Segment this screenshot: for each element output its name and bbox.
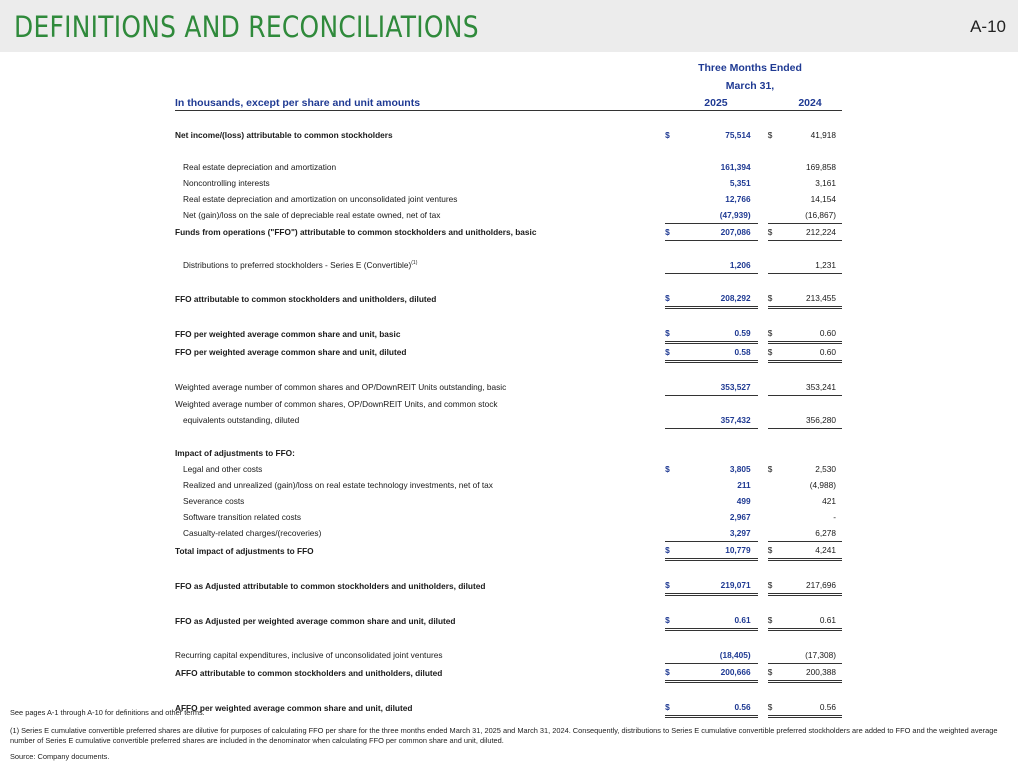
row-label: Funds from operations ("FFO") attributable to common stockholders and unitholders, basic (175, 227, 537, 237)
row-label: Net (gain)/loss on the sale of depreciable real estate owned, net of tax (183, 210, 441, 221)
value-2025: 200,666 (681, 664, 757, 682)
value-2025: 0.56 (681, 699, 757, 717)
page-number: A-10 (970, 17, 1006, 36)
row-net-gain (175, 207, 842, 224)
row-wavg-basic (175, 379, 842, 396)
value-2024: 3,161 (815, 178, 836, 188)
value-2024: 0.61 (784, 612, 842, 630)
value-2024: 169,858 (806, 162, 836, 172)
value-2024: 217,696 (784, 577, 842, 595)
row-re-depreciation-jv (175, 191, 842, 207)
value-2024: (4,988) (809, 480, 836, 490)
value-2025: 499 (736, 496, 751, 506)
row-legal (175, 461, 842, 477)
col-2024: 2024 (784, 95, 842, 111)
value-2024: 0.56 (784, 699, 842, 717)
value-2025: (18,405) (681, 647, 757, 664)
currency-sign: $ (665, 130, 670, 140)
row-total-impact (175, 542, 842, 560)
source-note: Source: Company documents. (10, 752, 110, 761)
currency-sign: $ (665, 542, 681, 560)
row-recurring-capex (175, 647, 842, 664)
currency-sign: $ (665, 343, 681, 362)
section-heading: Impact of adjustments to FFO: (175, 448, 295, 458)
currency-sign: $ (768, 343, 784, 362)
currency-sign: $ (768, 699, 784, 717)
value-2024: 421 (822, 496, 836, 506)
currency-sign: $ (768, 612, 784, 630)
value-2025: 0.58 (681, 343, 757, 362)
row-label: Net income/(loss) attributable to common stockholders (175, 130, 393, 140)
currency-sign: $ (767, 130, 773, 140)
page-title: DEFINITIONS AND RECONCILIATIONS (14, 10, 479, 44)
row-label: Casualty-related charges/(recoveries) (183, 528, 322, 539)
value-2024: 356,280 (784, 412, 842, 429)
row-ffo-per-share-diluted (175, 343, 842, 362)
value-2025: 5,351 (729, 178, 751, 188)
row-label: Distributions to preferred stockholders - Series E (Convertible) (183, 260, 412, 271)
currency-sign: $ (767, 464, 773, 474)
row-label: Recurring capital expenditures, inclusive of unconsolidated joint ventures (175, 650, 443, 661)
value-2025: 10,779 (681, 542, 757, 560)
row-ffo-diluted (175, 290, 842, 308)
value-2024: 6,278 (784, 525, 842, 542)
value-2025: 75,514 (725, 130, 751, 140)
currency-sign: $ (768, 664, 784, 682)
value-2025: 0.59 (681, 325, 757, 343)
value-2025: 161,394 (720, 162, 751, 172)
value-2025: 219,071 (681, 577, 757, 595)
row-software (175, 509, 842, 525)
value-2025: 357,432 (681, 412, 757, 429)
value-2025: 353,527 (681, 379, 757, 396)
currency-sign: $ (768, 325, 784, 343)
value-2025: 1,206 (681, 257, 757, 274)
value-2025: 208,292 (681, 290, 757, 308)
value-2024: - (833, 512, 836, 522)
value-2024: (16,867) (784, 207, 842, 224)
row-ffo-as-adjusted-per-share (175, 612, 842, 630)
row-label: Severance costs (183, 496, 245, 506)
row-label: FFO attributable to common stockholders and unitholders, diluted (175, 293, 437, 304)
value-2024: 200,388 (784, 664, 842, 682)
value-2025: 12,766 (725, 194, 751, 204)
value-2024: 0.60 (784, 325, 842, 343)
row-re-depreciation (175, 159, 842, 175)
value-2024: 212,224 (784, 224, 842, 241)
row-distributions-preferred (175, 257, 842, 274)
row-label: Real estate depreciation and amortization (183, 162, 337, 172)
row-label: FFO per weighted average common share and unit, basic (175, 328, 401, 339)
value-2024: 4,241 (784, 542, 842, 560)
value-2025: 207,086 (681, 224, 757, 241)
row-label: Noncontrolling interests (183, 178, 270, 188)
row-ffo-basic (175, 224, 842, 241)
value-2025: 3,805 (729, 464, 751, 474)
row-label: FFO as Adjusted attributable to common stockholders and unitholders, diluted (175, 580, 486, 591)
row-label: FFO per weighted average common share and unit, diluted (175, 347, 407, 357)
currency-sign: $ (768, 224, 784, 241)
value-2024: 14,154 (810, 194, 836, 204)
header-bar (0, 0, 1018, 52)
row-label: Weighted average number of common shares and OP/DownREIT Units outstanding, basic (175, 382, 507, 393)
currency-sign: $ (665, 224, 681, 241)
table-header-row (175, 95, 842, 111)
value-2025: (47,939) (681, 207, 757, 224)
row-label: equivalents outstanding, diluted (183, 415, 300, 426)
period-heading-line2: March 31, (725, 80, 775, 92)
value-2025: 2,967 (729, 512, 751, 522)
period-heading-line1: Three Months Ended (698, 62, 802, 74)
value-2024: 0.60 (784, 343, 842, 362)
row-label: AFFO per weighted average common share and unit, diluted (175, 702, 413, 713)
value-2025: 0.61 (681, 612, 757, 630)
row-wavg-diluted-line1 (175, 396, 842, 413)
row-label: Total impact of adjustments to FFO (175, 545, 314, 556)
currency-sign: $ (665, 325, 681, 343)
row-label: Real estate depreciation and amortization on unconsolidated joint ventures (183, 194, 458, 204)
row-label: AFFO attributable to common stockholders and unitholders, diluted (175, 667, 443, 678)
currency-sign: $ (665, 464, 670, 474)
currency-sign: $ (665, 290, 681, 308)
reconciliation-table (175, 95, 842, 718)
currency-sign: $ (665, 612, 681, 630)
col-2025: 2025 (681, 95, 757, 111)
row-casualty (175, 525, 842, 542)
value-2024: (17,308) (784, 647, 842, 664)
currency-sign: $ (768, 577, 784, 595)
see-pages-note: See pages A-1 through A-10 for definitions and other terms. (10, 708, 205, 717)
row-affo (175, 664, 842, 682)
row-label: FFO as Adjusted per weighted average common share and unit, diluted (175, 615, 456, 626)
row-wavg-diluted-line2 (175, 412, 842, 429)
header-label: In thousands, except per share and unit amounts (175, 95, 665, 111)
row-label: Legal and other costs (183, 464, 263, 474)
footnote-mark: (1) (411, 260, 418, 267)
row-ffo-per-share-basic (175, 325, 842, 343)
footnote-1: (1) Series E cumulative convertible preferred shares are dilutive for purposes of calculating FFO per share for the three months ended March 31, 2025 and March 31, 2024. Consequently, distributions to Series E cumulative convertible preferred stockholders are added to FFO and the weighted average number of Series E cumulative convertible preferred shares are included in the denominator when calculating FFO per common share and unit, diluted. (10, 726, 998, 745)
value-2025: 3,297 (681, 525, 757, 542)
row-net-income (175, 127, 842, 143)
row-realized (175, 477, 842, 493)
value-2024: 2,530 (815, 464, 836, 474)
row-label: Realized and unrealized (gain)/loss on real estate technology investments, net of tax (183, 480, 493, 490)
currency-sign: $ (665, 664, 681, 682)
currency-sign: $ (768, 290, 784, 308)
value-2024: 213,455 (784, 290, 842, 308)
row-severance (175, 493, 842, 509)
row-label: Weighted average number of common shares, OP/DownREIT Units, and common stock (175, 398, 498, 409)
row-label: Software transition related costs (183, 512, 302, 522)
row-ffo-as-adjusted (175, 577, 842, 595)
row-impact-header (175, 445, 842, 461)
value-2024: 353,241 (784, 379, 842, 396)
value-2024: 41,918 (810, 130, 836, 140)
currency-sign: $ (768, 542, 784, 560)
currency-sign: $ (665, 699, 681, 717)
currency-sign: $ (665, 577, 681, 595)
value-2024: 1,231 (784, 257, 842, 274)
value-2025: 211 (737, 480, 751, 490)
row-noncontrolling (175, 175, 842, 191)
